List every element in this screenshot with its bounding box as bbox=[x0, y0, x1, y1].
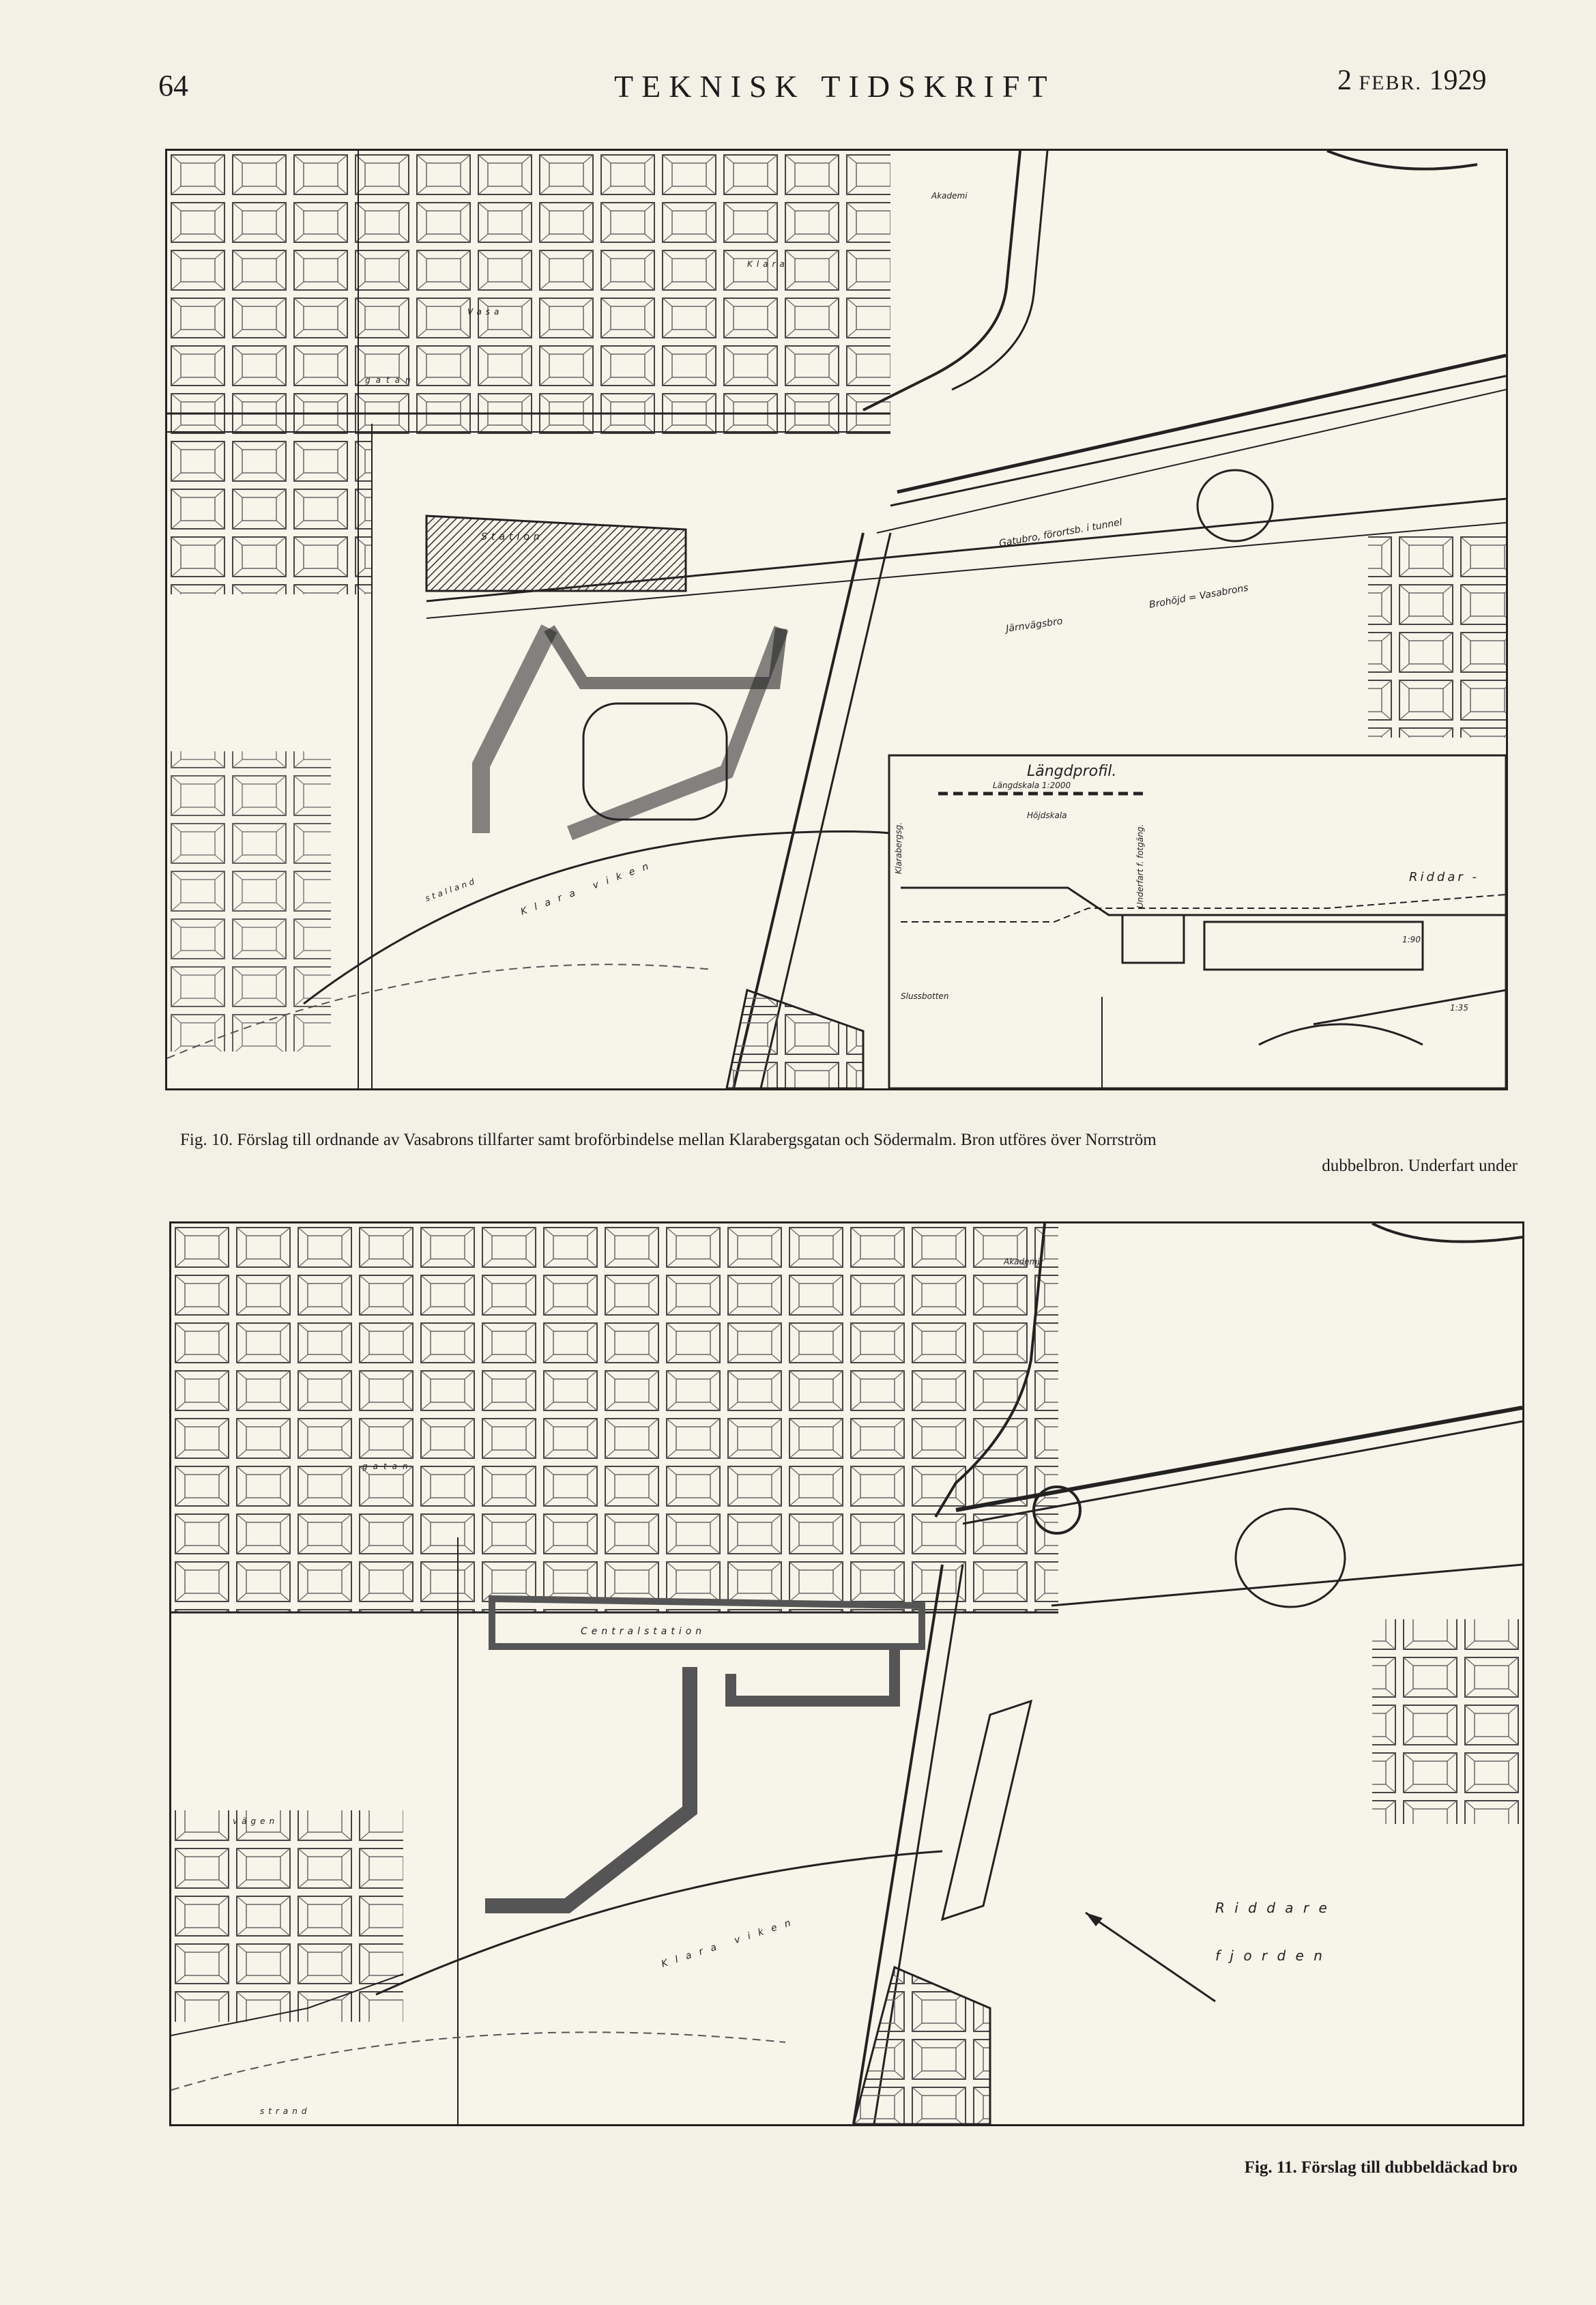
label-akademi-2: Akademi bbox=[1004, 1257, 1040, 1266]
label-strand: strand bbox=[260, 2106, 311, 2116]
figure-11-caption: Fig. 11. Förslag till dubbeldäckad bro bbox=[1244, 2158, 1518, 2177]
journal-title: TEKNISK TIDSKRIFT bbox=[614, 69, 1056, 104]
label-jarnvagsbro: Järnvägsbro bbox=[1005, 615, 1064, 635]
issue-date bbox=[1337, 64, 1487, 97]
profile-underfart: Underfart f. fotgäng. bbox=[1135, 824, 1145, 908]
city-blocks-east bbox=[1368, 533, 1506, 738]
issue-day: 2 bbox=[1337, 65, 1352, 96]
round-island-2 bbox=[1236, 1509, 1345, 1607]
round-island bbox=[1198, 470, 1273, 541]
label-centralstation: Centralstation bbox=[581, 1626, 706, 1637]
label-station: Station bbox=[481, 532, 544, 542]
figure-11-plan-drawing bbox=[171, 1223, 1522, 2124]
issue-month: FEBR. bbox=[1359, 72, 1423, 94]
profile-klarabergsg: Klarabergsg. bbox=[894, 822, 903, 874]
city-blocks-southwest-2 bbox=[171, 1810, 403, 2022]
label-vagen: vägen bbox=[233, 1816, 279, 1826]
city-blocks-southwest bbox=[167, 751, 331, 1052]
label-riddarfjarden-1: R i d d a r e bbox=[1215, 1900, 1330, 1916]
issue-year: 1929 bbox=[1429, 65, 1487, 96]
figure-10-caption-line2: dubbelbron. Underfart under bbox=[1322, 1157, 1518, 1175]
figure-10-caption-line1: Fig. 10. Förslag till ordnande av Vasabrons tillfarter samt broförbindelse mellan Klarabergsgatan och Södermalm. Bron utföres över Norrström bbox=[180, 1131, 1157, 1149]
profile-grade-1: 1:90 bbox=[1402, 935, 1421, 944]
station-building bbox=[426, 516, 686, 591]
label-riddar: Riddar - bbox=[1409, 870, 1480, 884]
city-blocks-east-2 bbox=[1372, 1619, 1522, 1824]
label-klara-viken-2: Klara viken bbox=[660, 1915, 800, 1970]
label-gatubro: Gatubro, förortsb. i tunnel bbox=[998, 517, 1123, 549]
north-arrow-icon bbox=[1086, 1913, 1215, 2001]
profile-title: Längdprofil. bbox=[1027, 763, 1117, 780]
label-vasa: Vasa bbox=[467, 307, 504, 317]
label-gatan: gatan bbox=[365, 375, 416, 385]
label-riddarfjarden-2: f j o r d e n bbox=[1215, 1947, 1325, 1964]
profile-grade-2: 1:35 bbox=[1450, 1003, 1468, 1013]
city-blocks-north-2 bbox=[171, 1223, 1058, 1612]
city-blocks-west bbox=[167, 437, 372, 594]
profile-height-scale: Höjdskala bbox=[1027, 811, 1067, 820]
city-blocks-north bbox=[167, 151, 890, 437]
figure-10-map bbox=[165, 149, 1508, 1090]
label-klara: Klara bbox=[747, 259, 789, 269]
figure-10-plan-drawing bbox=[167, 151, 1506, 1088]
profile-length-scale: Längdskala 1:2000 bbox=[993, 781, 1071, 790]
label-stalland: stalland bbox=[424, 875, 478, 903]
label-brohojd: Brohöjd = Vasabrons bbox=[1148, 582, 1249, 611]
profile-slussbotten: Slussbotten bbox=[901, 991, 949, 1001]
label-klara-viken: Klara viken bbox=[519, 858, 658, 918]
label-akademi: Akademi bbox=[931, 191, 968, 201]
figure-11-map bbox=[169, 1221, 1524, 2126]
label-gatan-2: gatan bbox=[362, 1462, 413, 1471]
page-number: 64 bbox=[158, 69, 188, 102]
